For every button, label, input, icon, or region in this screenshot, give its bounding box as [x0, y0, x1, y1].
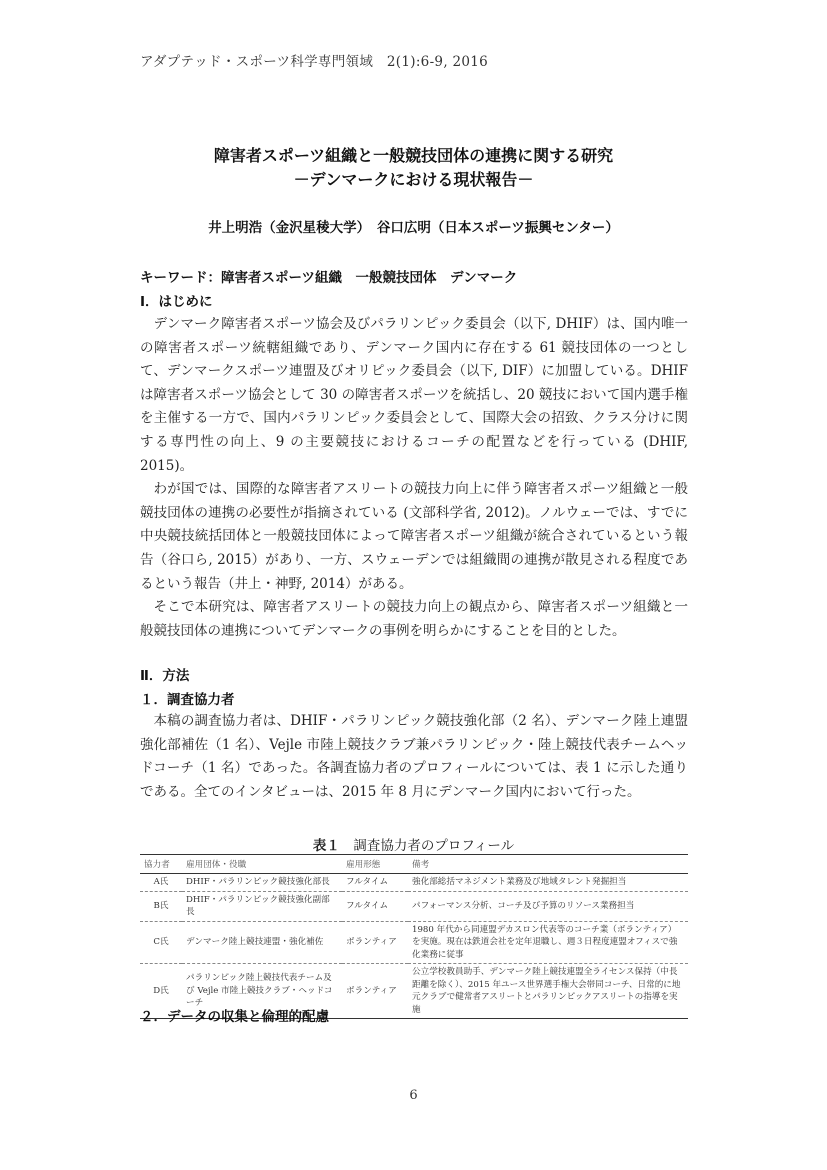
table-row	[140, 874, 688, 892]
table-cell: ボランティア	[342, 964, 408, 1019]
table-cell: 1980 年代から同連盟デカスロン代表等のコーチ業（ボランティア）を実施。現在は鉄道会社を定年退職し、週３日程度連盟オフィスで強化業務に従事	[408, 921, 688, 964]
profile-table	[140, 854, 688, 1019]
table-row	[140, 891, 688, 921]
table-cell: パラリンピック陸上競技代表チーム及び Vejle 市陸上競技クラブ・ヘッドコーチ	[182, 964, 342, 1019]
table-cell: A氏	[140, 874, 182, 892]
table-cell: フルタイム	[342, 891, 408, 921]
table-cell: DHIF・パラリンピック競技強化部長	[182, 874, 342, 892]
table-cell: 公立学校教員助手、デンマーク陸上競技連盟全ライセンス保持（中長距離を除く）、2015 年ユース世界選手権大会帯同コーチ、日常的に地元クラブで健常者アスリートとパラリンピックアスリートの指導を実施	[408, 964, 688, 1019]
column-header: 備考	[408, 855, 688, 874]
table-cell: フルタイム	[342, 874, 408, 892]
table-caption-label: 表１	[312, 838, 340, 854]
table-cell: デンマーク陸上競技連盟・強化補佐	[182, 921, 342, 964]
journal-header: アダプテッド・スポーツ科学専門領域 2(1):6-9, 2016	[140, 54, 489, 70]
table-cell: DHIF・パラリンピック競技強化副部長	[182, 891, 342, 921]
table-caption	[0, 834, 827, 854]
table-caption-text: 調査協力者のプロフィール	[353, 838, 515, 854]
table-cell: D氏	[140, 964, 182, 1019]
page-number: 6	[409, 1088, 418, 1103]
table-row	[140, 921, 688, 964]
table-cell: B氏	[140, 891, 182, 921]
paragraph: 本稿の調査協力者は、DHIF・パラリンピック競技強化部（2 名）、デンマーク陸上連盟強化部補佐（1 名）、Vejle 市陸上競技クラブ兼パラリンピック・陸上競技代表チームヘッドコーチ（1 名）であった。各調査協力者のプロフィールについては、表 1 に示した通りである。全てのインタビューは、2015 年 8 月にデンマーク国内において行った。	[140, 713, 688, 800]
paper-subtitle: －デンマークにおける現状報告－	[293, 170, 534, 189]
keywords: キーワード：障害者スポーツ組織 一般競技団体 デンマーク	[140, 270, 518, 286]
paragraph: そこで本研究は、障害者アスリートの競技力向上の観点から、障害者スポーツ組織と一般競技団体の連携についてデンマークの事例を明らかにすることを目的とした。	[140, 599, 688, 639]
table-cell: C氏	[140, 921, 182, 964]
paragraph: わが国では、国際的な障害者アスリートの競技力向上に伴う障害者スポーツ組織と一般競技団体の連携の必要性が指摘されている (文部科学省, 2012)。ノルウェーでは、すでに中央競技統括団体と一般競技団体によって障害者スポーツ組織が統合されているという報告（谷口ら, 2015）があり、一方、スウェーデンでは組織間の連携が散見される程度であるという報告（井上・神野, 2014）がある。	[140, 481, 688, 592]
table-header-row	[140, 855, 688, 874]
intro-body	[140, 313, 688, 643]
method-body	[140, 710, 688, 804]
paragraph: デンマーク障害者スポーツ協会及びパラリンピック委員会（以下, DHIF）は、国内唯一の障害者スポーツ統轄組織であり、デンマーク国内に存在する 61 競技団体の一つとして、デンマークスポーツ連盟及びオリピック委員会（以下, DIF）に加盟している。DHIF は障害者スポーツ協会として 30 の障害者スポーツを統括し、20 競技において国内選手権を主催する一方で、国内パラリンピック委員会として、国際大会の招致、クラス分けに関する専門性の向上、9 の主要競技におけるコーチの配置などを行っている (DHIF, 2015)。	[140, 316, 688, 474]
table-cell: 強化部総括マネジメント業務及び地域タレント発掘担当	[408, 874, 688, 892]
section-heading-intro: Ⅰ．はじめに	[140, 294, 213, 310]
column-header: 雇用形態	[342, 855, 408, 874]
subsection-heading-data: ２．データの収集と倫理的配慮	[140, 1009, 329, 1025]
paper-title: 障害者スポーツ組織と一般競技団体の連携に関する研究	[213, 146, 614, 165]
column-header: 協力者	[140, 855, 182, 874]
table-cell: パフォーマンス分析、コーチ及び予算のリソース業務担当	[408, 891, 688, 921]
subsection-heading-participants: １．調査協力者	[140, 692, 235, 708]
column-header: 雇用団体・役職	[182, 855, 342, 874]
table-cell: ボランティア	[342, 921, 408, 964]
authors: 井上明浩（金沢星稜大学） 谷口広明（日本スポーツ振興センター）	[208, 220, 619, 236]
section-heading-method: Ⅱ．方法	[140, 668, 190, 684]
